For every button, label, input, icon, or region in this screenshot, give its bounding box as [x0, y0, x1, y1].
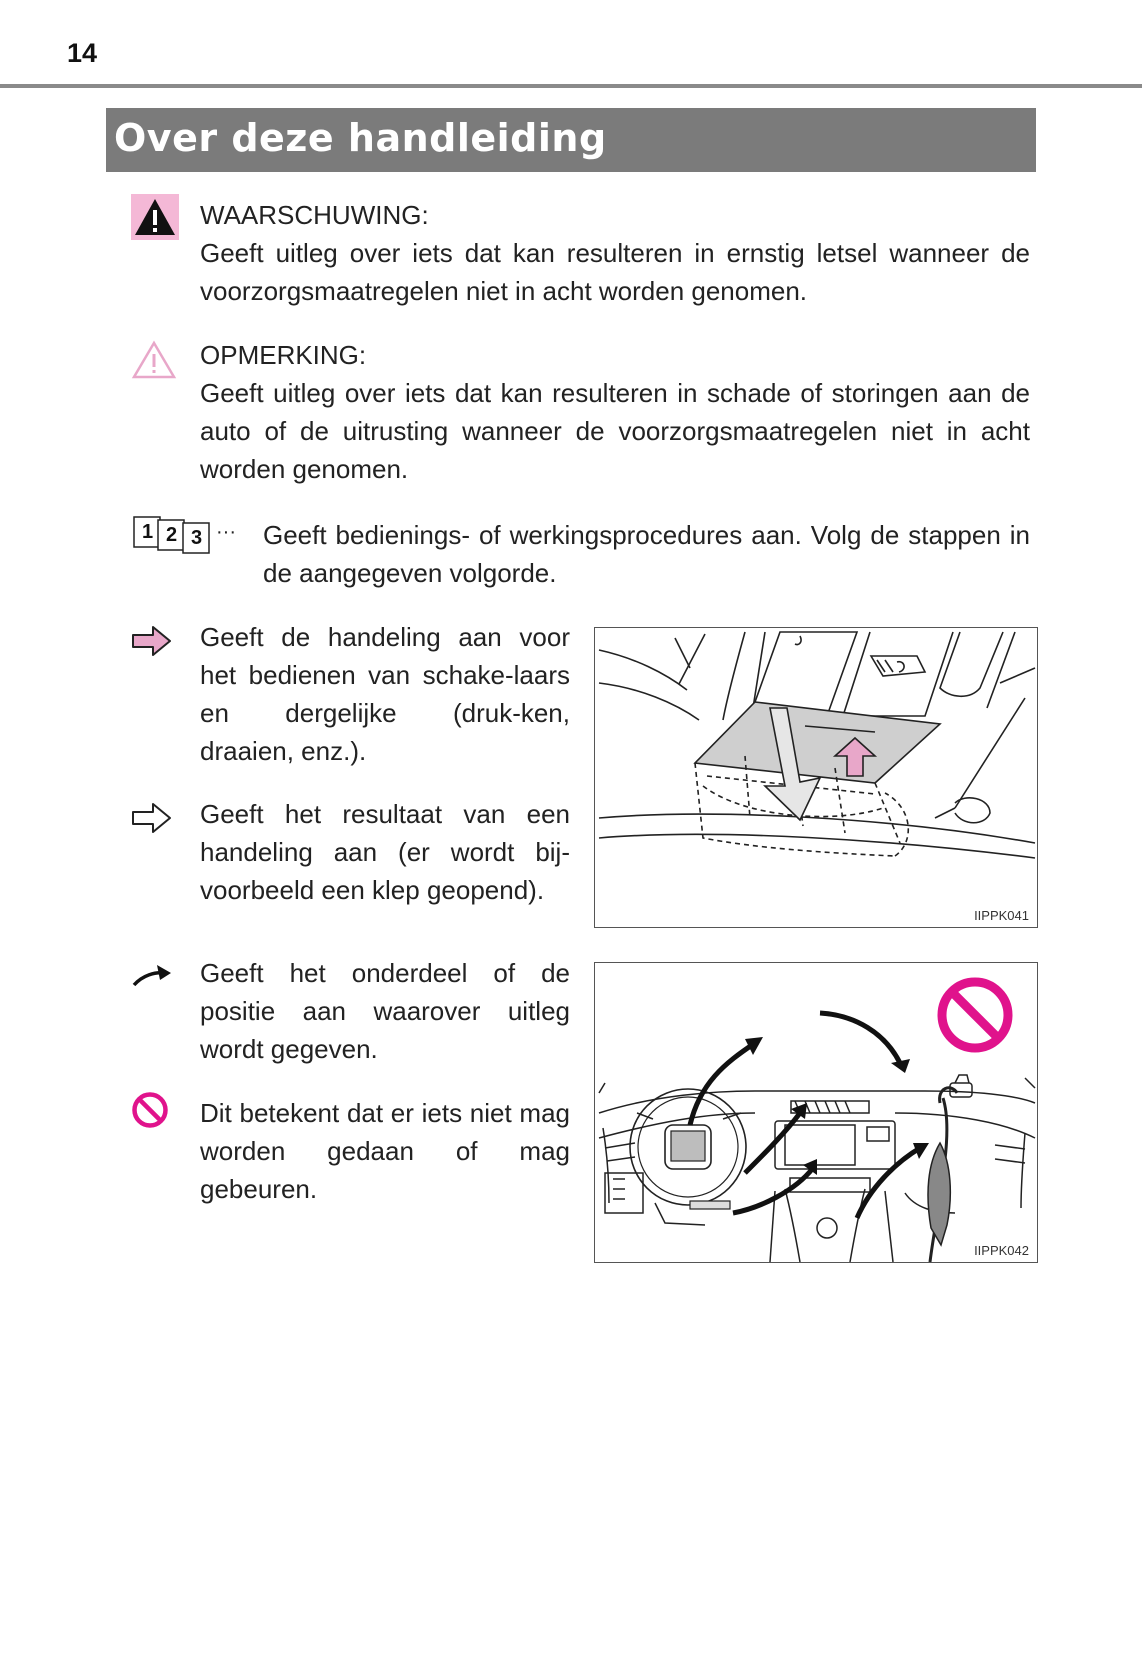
- section-header: [106, 108, 1036, 172]
- warning-label: WAARSCHUWING:: [200, 200, 429, 230]
- result-arrow-icon: [131, 801, 173, 835]
- warning-icon: [131, 194, 179, 240]
- figure-dashboard: [594, 962, 1038, 1263]
- figure-code: IIPPK042: [974, 1243, 1029, 1258]
- warning-text: Geeft uitleg over iets dat kan resulteren in ernstig letsel wanneer de voorzorgsmaatregelen niet in acht worden genomen.: [200, 238, 1030, 306]
- top-rule: [0, 84, 1142, 88]
- action-arrow-icon: [131, 624, 173, 658]
- pointer-arrow-icon: [131, 963, 173, 989]
- caution-icon: [131, 340, 177, 380]
- notice-text: Geeft uitleg over iets dat kan resulteren in schade of storingen aan de auto of de uitrusting wanneer de voorzorgsmaatregelen niet in acht worden genomen.: [200, 378, 1030, 484]
- step-number-1: 1: [142, 521, 154, 543]
- prohibited-text: Dit betekent dat er iets niet mag worden gedaan of mag gebeuren.: [200, 1098, 570, 1204]
- section-title: Over deze handleiding: [114, 116, 607, 160]
- figure-code: IIPPK041: [974, 908, 1029, 923]
- step-numbers-icon: [133, 516, 248, 554]
- steps-text: Geeft bedienings- of werkingsprocedures aan. Volg de stappen in de aangegeven volgorde.: [263, 520, 1030, 588]
- action-text: Geeft de handeling aan voor het bedienen van schake-laars en dergelijke (druk-ken, draaien, enz.).: [200, 622, 570, 766]
- result-text: Geeft het resultaat van een handeling aan (er wordt bij-voorbeeld een klep geopend).: [200, 799, 570, 905]
- figure-overhead-console: [594, 627, 1038, 928]
- page-number: 14: [67, 38, 98, 68]
- notice-label: OPMERKING:: [200, 340, 367, 370]
- overhead-console-illustration: [595, 628, 1037, 927]
- step-number-2: 2: [166, 524, 178, 546]
- prohibited-icon: [131, 1091, 169, 1129]
- step-number-3: 3: [191, 527, 203, 549]
- step-dots: ···: [216, 521, 236, 543]
- pointer-text: Geeft het onderdeel of de positie aan waarover uitleg wordt gegeven.: [200, 958, 570, 1064]
- dashboard-illustration: [595, 963, 1037, 1262]
